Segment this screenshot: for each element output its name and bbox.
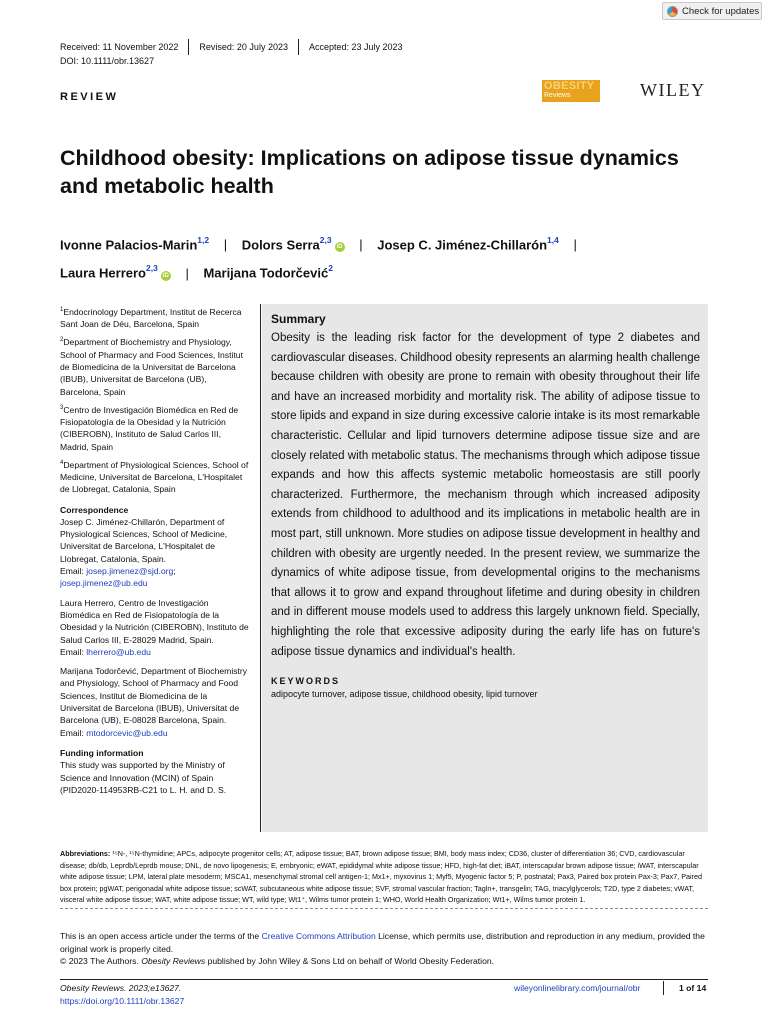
summary-text: Obesity is the leading risk factor for the development of type 2 diabetes and cardiovascular diseases. Childhood obesity represents an alarming health challenge because children with obesity are prone to remain with obesity throughout their life and have an increased morbidity and mortality risk. The ability of adipose tissue to store lipids and expand in size during excessive calorie intake is its most remarkable characteristic. Cellular and lipid turnovers determine adipose tissue size and are closely related with metabolic status. The mechanisms through which adipose tissue expands and how this affects systemic metabolic homeostasis are still poorly characterized. Furthermore, the mechanism through which increased adiposity extends from childhood to adulthood and its implications in metabolic health are in most part, still unknown. More studies on adipose tissue development in healthy and children with obesity are urgently needed. In the present review, we summarize the dynamics of white adipose tissue, from developmental origins to the mechanisms that allows it to grow and expand throughout lifetime and during obesity in children and in different mouse models used to address this largely unknown field. Specially, highlighting the role that excessive adiposity during the early life has on future's adipose tissue dynamics and individual's health. (271, 332, 700, 658)
license-text: License, which permits use, distribution and reproduction in any medium, provided the original work is properly cited. (60, 931, 705, 954)
email-link[interactable]: josep.jimenez@sjd.org (86, 566, 174, 577)
affiliation-number: 3 (60, 404, 64, 411)
date-divider (298, 39, 299, 55)
sidebar-metadata (60, 304, 250, 796)
affiliation (60, 457, 250, 496)
correspondence-entry (60, 665, 250, 739)
affiliation-number: 2 (60, 337, 64, 344)
check-for-updates-button[interactable] (662, 2, 762, 20)
accepted-date: Accepted: 23 July 2023 (308, 42, 403, 52)
copyright-journal: Obesity Reviews (141, 956, 206, 966)
author-affiliation-ref[interactable]: 1,2 (197, 235, 210, 245)
copyright-text: published by John Wiley & Sons Ltd on behalf of World Obesity Federation. (205, 956, 495, 966)
affiliation-number: 4 (60, 459, 64, 466)
journal-url-link[interactable]: wileyonlinelibrary.com/journal/obr (514, 983, 641, 993)
license-link[interactable]: Creative Commons Attribution (261, 931, 376, 941)
email-link[interactable]: lherrero@ub.edu (86, 646, 151, 657)
author-affiliation-ref[interactable]: 2,3 (319, 235, 332, 245)
check-for-updates-label: Check for updates (682, 5, 760, 17)
keywords-list: adipocyte turnover, adipose tissue, childhood obesity, lipid turnover (271, 689, 538, 700)
received-date: Received: 11 November 2022 (60, 42, 179, 52)
author-list (60, 229, 710, 286)
logo-title: OBESITY (544, 80, 595, 92)
correspondence-text: Laura Herrero, Centro de Investigación Biomédica en Red de Fisiopatología de la Obesidad y la Nutrición (CIBEROBN), Instituto de Salud Carlos III, E-28029 Madrid, Spain. (60, 597, 249, 645)
email-link[interactable]: mtodorcevic@ub.edu (86, 727, 168, 738)
author-affiliation-ref[interactable]: 2 (328, 263, 333, 274)
abbreviations-label: Abbreviations: (60, 849, 111, 858)
orcid-icon[interactable]: iD (336, 244, 343, 251)
correspondence-heading: Correspondence (60, 504, 129, 515)
obesity-reviews-logo (542, 80, 628, 102)
funding-heading: Funding information (60, 747, 144, 758)
orcid-icon[interactable]: iD (162, 272, 169, 279)
affiliation (60, 304, 250, 330)
copyright-text: © 2023 The Authors. (60, 956, 142, 966)
affiliation-text: Department of Physiological Sciences, School of Medicine, Universitat de Barcelona, L'Hospitalet de Llobregat, Catalonia, Spain (60, 459, 249, 495)
license-text: This is an open access article under the terms of the (60, 931, 262, 941)
summary-panel (262, 304, 708, 832)
affiliation-text: Department of Biochemistry and Physiology, School of Pharmacy and Food Sciences, Institut de Biomedicina de la Universitat de Barcelona (IBUB), Universitat de Barcelona (UB), Barcelona, Spain (60, 337, 243, 397)
keywords-heading: KEYWORDS (271, 676, 341, 687)
email-label: Email: (60, 646, 87, 657)
affiliation-number: 1 (60, 307, 64, 313)
publisher-logo: WILEY (640, 80, 706, 100)
author-divider: | (185, 265, 189, 281)
footer-citation-text: Obesity Reviews. 2023;e13627. (60, 983, 182, 993)
revised-date: Revised: 20 July 2023 (199, 42, 288, 52)
page-number: 1 of 14 (679, 983, 707, 993)
author-name[interactable]: Laura Herrero (60, 265, 146, 281)
email-label: Email: (60, 727, 87, 738)
affiliation (60, 402, 250, 453)
affiliation-text: Centro de Investigación Biomédica en Red de Fisiopatología de la Obesidad y la Nutrición (CIBEROBN), Instituto de Salud Carlos III, Madrid, Spain (60, 404, 239, 452)
footer-separator (663, 981, 664, 995)
article-dates (60, 39, 403, 55)
author-divider: | (573, 237, 577, 253)
abbreviations-text: ¹⁵N-, ¹⁵N-thymidine; APCs, adipocyte progenitor cells; AT, adipose tissue; BAT, brown adipose tissue; BMI, body mass index; CD36, cluster of differentiation 36; CVD, cardiovascular disease; db/db, Leprdb/Leprdb mouse; DNL, de novo lipogenesis; E, embryonic; eWAT, epididymal white adipose tissue; HFD, high-fat diet; iBAT, interscapular brown adipose tissue; iWAT, interscapular white adipose tissue; LPM, lateral plate mesoderm; MSCA1, mesenchymal stromal cell antigen-1; Mx1+, myxovirus 1; Myf5, Myogenic factor 5; P, postnatal; Pax3, Paired box protein Pax-3; Pax7, Paired box protein; pgWAT, perigonadal white adipose tissue; scWAT, subcutaneous white adipose tissue; SVF, stromal vascular fraction; Tagln+, transgelin; TAG, triacylglycerols; T2D, type 2 diabetes; vWAT, visceral white adipose tissue; WAT, white adipose tissue; WT, wild type; Wt1⁺, Wilms tumor protein 1; WHO, World Health Organization; Wt1+, Wilms tumor protein 1. (60, 849, 703, 905)
section-label: REVIEW (60, 91, 119, 103)
author-name[interactable]: Ivonne Palacios-Marin (60, 237, 198, 253)
correspondence-entry: Josep C. Jiménez-Chillarón, Department of Physiological Sciences, School of Medicine, Universitat de Barcelona, L'Hospitalet de Llobregat, Catalonia, Spain. Email: josep.jimenez@sjd.org; josep.jimenez@ub.edu (60, 516, 228, 589)
email-label: Email: (60, 566, 87, 577)
author-name[interactable]: Josep C. Jiménez-Chillarón (377, 237, 548, 253)
summary-heading: Summary (271, 312, 326, 326)
license-notice (60, 930, 708, 968)
funding-text: This study was supported by the Ministry of Science and Innovation (MCIN) of Spain (PID2020-114953RB-C21 to L. H. and D. S. (60, 760, 227, 795)
correspondence-text: Josep C. Jiménez-Chillarón, Department of Physiological Sciences, School of Medicine, Universitat de Barcelona, L'Hospitalet de Llobregat, Catalonia, Spain. (60, 516, 228, 564)
article-doi: DOI: 10.1111/obr.13627 (60, 56, 155, 66)
author-divider: | (223, 237, 228, 253)
footer-divider (60, 979, 708, 980)
correspondence-text: Marijana Todorčević, Department of Biochemistry and Physiology, School of Pharmacy and Food Sciences, Institut de Biomedicina de la Universitat de Barcelona (IBUB), Universitat de Barcelona (UB), E-08028 Barcelona, Spain. (60, 666, 248, 726)
affiliation-text: Endocrinology Department, Institut de Recerca Sant Joan de Déu, Barcelona, Spain (60, 306, 242, 330)
email-link[interactable]: josep.jimenez@ub.edu (60, 578, 148, 589)
author-name[interactable]: Dolors Serra (241, 237, 320, 253)
author-affiliation-ref[interactable]: 1,4 (547, 235, 559, 245)
logo-subtitle: Reviews (544, 92, 571, 99)
footer-citation (60, 983, 181, 993)
column-divider (260, 304, 261, 832)
abbreviations-footnote (60, 848, 708, 909)
article-title: Childhood obesity: Implications on adipose tissue dynamics and metabolic health (60, 146, 679, 198)
date-divider (188, 39, 189, 55)
author-affiliation-ref[interactable]: 2,3 (145, 263, 158, 274)
affiliation (60, 334, 250, 397)
author-name[interactable]: Marijana Todorčević (203, 265, 329, 281)
crossmark-icon (667, 6, 678, 17)
correspondence-entry (60, 597, 250, 658)
footer-doi-link[interactable]: https://doi.org/10.1111/obr.13627 (60, 996, 185, 1006)
author-divider: | (359, 237, 363, 253)
